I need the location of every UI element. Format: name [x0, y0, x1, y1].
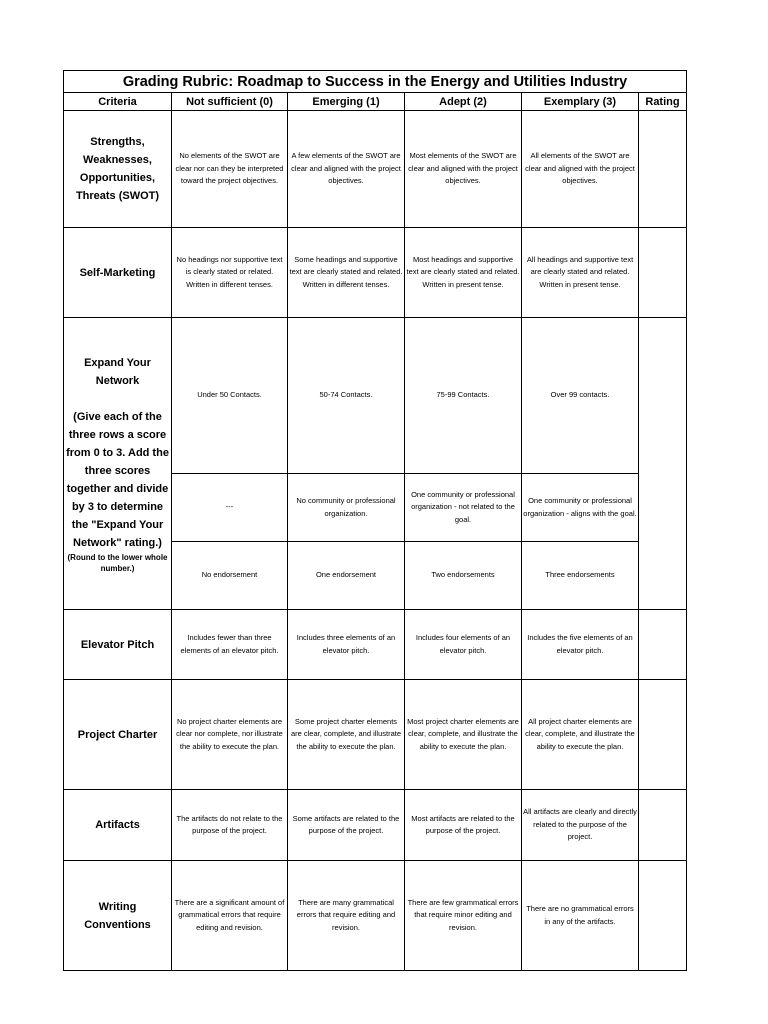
elevator-adept: Includes four elements of an elevator pitch. [405, 610, 522, 680]
writing-rating-cell[interactable] [639, 861, 687, 971]
self-marketing-emerging: Some headings and supportive text are clearly stated and related. Written in different tenses. [288, 228, 405, 318]
self-marketing-exemplary: All headings and supportive text are clearly stated and related. Written in present tense. [522, 228, 639, 318]
organizations-adept: One community or professional organization - not related to the goal. [405, 474, 522, 542]
swot-rating-cell[interactable] [639, 111, 687, 228]
row-self-marketing [64, 228, 687, 318]
header-rating: Rating [639, 93, 687, 111]
swot-exemplary: All elements of the SWOT are clear and aligned with the project objectives. [522, 111, 639, 228]
header-adept: Adept (2) [405, 93, 522, 111]
swot-emerging: A few elements of the SWOT are clear and aligned with the project objectives. [288, 111, 405, 228]
artifacts-rating-cell[interactable] [639, 790, 687, 861]
endorsements-adept: Two endorsements [405, 542, 522, 610]
criteria-project-charter: Project Charter [64, 680, 172, 790]
charter-rating-cell[interactable] [639, 680, 687, 790]
artifacts-exemplary: All artifacts are clearly and directly related to the purpose of the project. [522, 790, 639, 861]
endorsements-exemplary: Three endorsements [522, 542, 639, 610]
row-artifacts [64, 790, 687, 861]
endorsements-not-sufficient: No endorsement [172, 542, 288, 610]
header-row [64, 93, 687, 111]
row-elevator-pitch [64, 610, 687, 680]
header-emerging: Emerging (1) [288, 93, 405, 111]
criteria-self-marketing: Self-Marketing [64, 228, 172, 318]
organizations-emerging: No community or professional organization. [288, 474, 405, 542]
writing-emerging: There are many grammatical errors that require editing and revision. [288, 861, 405, 971]
criteria-elevator-pitch: Elevator Pitch [64, 610, 172, 680]
elevator-not-sufficient: Includes fewer than three elements of an elevator pitch. [172, 610, 288, 680]
swot-not-sufficient: No elements of the SWOT are clear nor can they be interpreted toward the project objectives. [172, 111, 288, 228]
charter-adept: Most project charter elements are clear, complete, and illustrate the ability to execute the plan. [405, 680, 522, 790]
header-criteria: Criteria [64, 93, 172, 111]
criteria-artifacts: Artifacts [64, 790, 172, 861]
writing-exemplary: There are no grammatical errors in any of the artifacts. [522, 861, 639, 971]
writing-not-sufficient: There are a significant amount of grammatical errors that require editing and revision. [172, 861, 288, 971]
artifacts-emerging: Some artifacts are related to the purpose of the project. [288, 790, 405, 861]
organizations-not-sufficient: --- [172, 474, 288, 542]
row-project-charter [64, 680, 687, 790]
self-marketing-rating-cell[interactable] [639, 228, 687, 318]
header-not-sufficient: Not sufficient (0) [172, 93, 288, 111]
rubric-table [63, 70, 687, 971]
contacts-emerging: 50-74 Contacts. [288, 318, 405, 474]
row-network-contacts [64, 318, 687, 474]
endorsements-emerging: One endorsement [288, 542, 405, 610]
charter-exemplary: All project charter elements are clear, complete, and illustrate the ability to execute the plan. [522, 680, 639, 790]
contacts-adept: 75-99 Contacts. [405, 318, 522, 474]
charter-not-sufficient: No project charter elements are clear nor complete, nor illustrate the ability to execute the plan. [172, 680, 288, 790]
artifacts-not-sufficient: The artifacts do not relate to the purpose of the project. [172, 790, 288, 861]
self-marketing-adept: Most headings and supportive text are clearly stated and related. Written in present tense. [405, 228, 522, 318]
elevator-rating-cell[interactable] [639, 610, 687, 680]
contacts-exemplary: Over 99 contacts. [522, 318, 639, 474]
contacts-not-sufficient: Under 50 Contacts. [172, 318, 288, 474]
criteria-swot: Strengths, Weaknesses, Opportunities, Threats (SWOT) [64, 111, 172, 228]
rubric-title: Grading Rubric: Roadmap to Success in the Energy and Utilities Industry [64, 71, 687, 93]
criteria-network [64, 318, 172, 610]
self-marketing-not-sufficient: No headings nor supportive text is clearly stated or related. Written in different tenses. [172, 228, 288, 318]
header-exemplary: Exemplary (3) [522, 93, 639, 111]
charter-emerging: Some project charter elements are clear, complete, and illustrate the ability to execute the plan. [288, 680, 405, 790]
artifacts-adept: Most artifacts are related to the purpose of the project. [405, 790, 522, 861]
writing-adept: There are few grammatical errors that require minor editing and revision. [405, 861, 522, 971]
elevator-exemplary: Includes the five elements of an elevator pitch. [522, 610, 639, 680]
organizations-exemplary: One community or professional organization - aligns with the goal. [522, 474, 639, 542]
network-title: Expand Your Network [84, 356, 151, 387]
row-writing-conventions [64, 861, 687, 971]
criteria-writing-conventions: Writing Conventions [64, 861, 172, 971]
network-rating-cell[interactable] [639, 318, 687, 610]
elevator-emerging: Includes three elements of an elevator pitch. [288, 610, 405, 680]
row-swot [64, 111, 687, 228]
network-round-note: (Round to the lower whole number.) [67, 552, 168, 573]
network-instructions: (Give each of the three rows a score from 0 to 3. Add the three scores together and divide by 3 to determine the "Expand Your Network" rating.) [66, 410, 169, 549]
swot-adept: Most elements of the SWOT are clear and aligned with the project objectives. [405, 111, 522, 228]
